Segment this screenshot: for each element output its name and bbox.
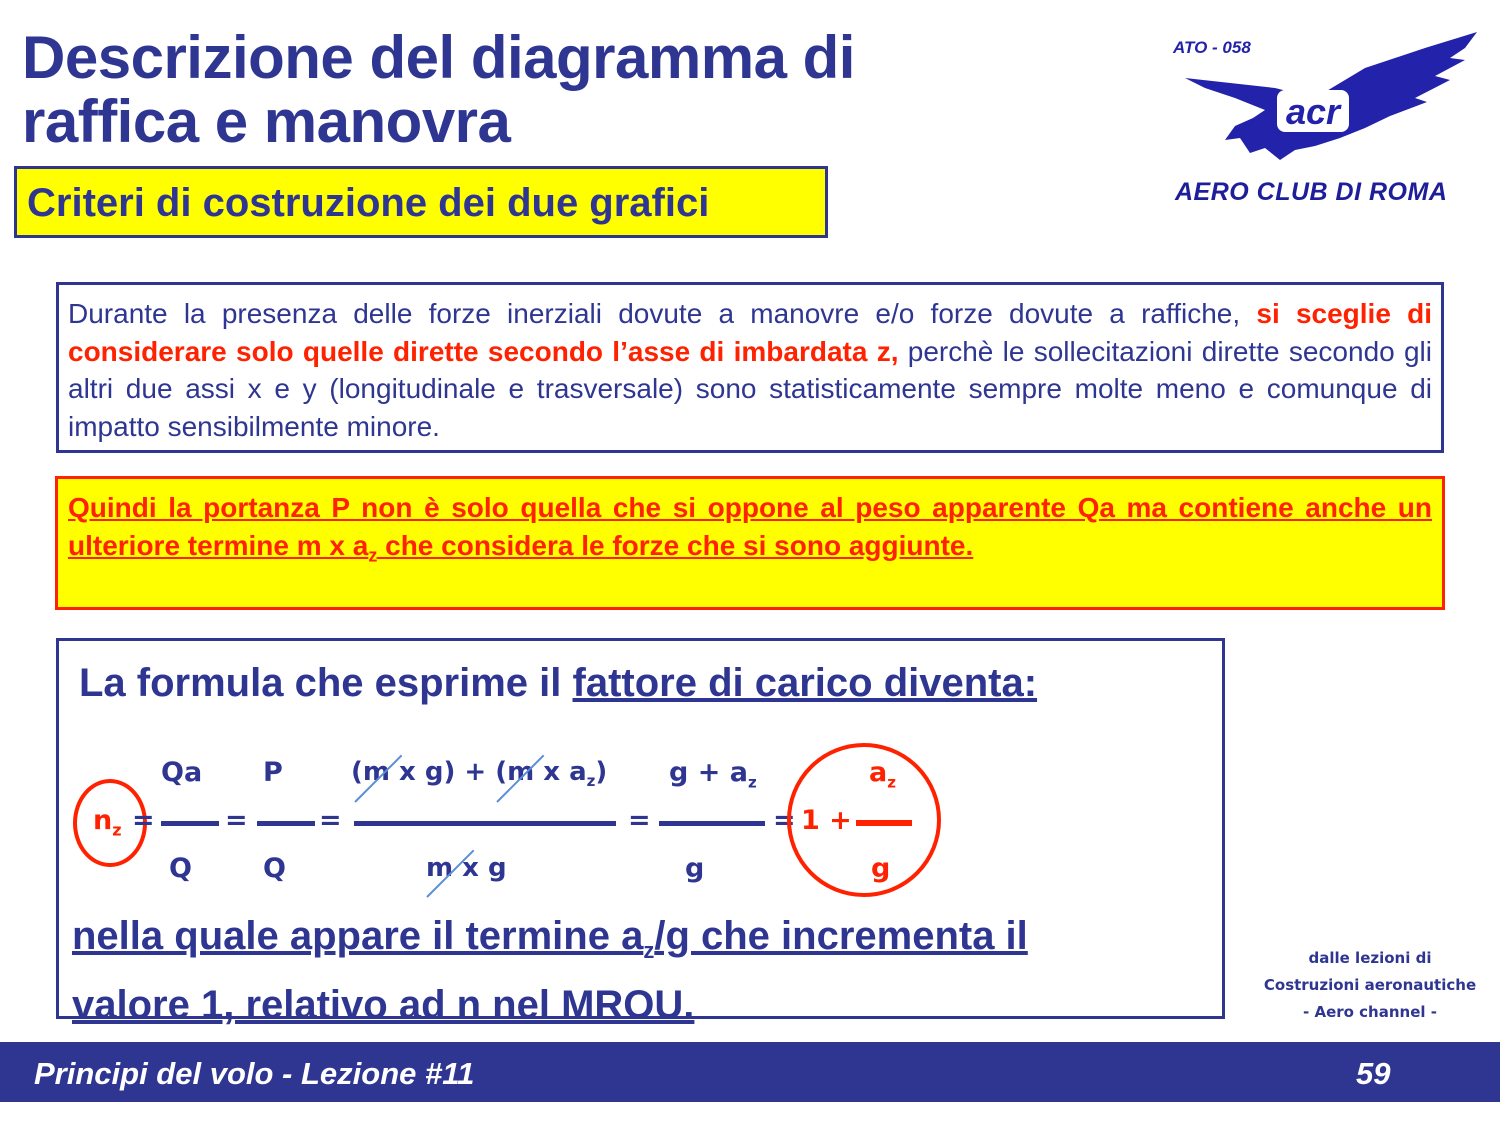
subtitle-box [14,166,828,238]
slide-title-line2: raffica e manovra [22,88,511,155]
result-one-plus: 1 + [801,805,852,836]
note-text: Quindi la portanza P non è solo quella che si oppone al peso apparente Qa ma contiene anche un ulteriore termine m x $a_z$ che considera le forze che si sono aggiunte. [68,492,1432,566]
frac2-bar [257,821,315,826]
frac4-bar [659,821,765,826]
credit-note: dalle lezioni di Costruzioni aeronautiche - Aero channel - [1263,949,1477,1021]
intro-text: Durante la presenza delle forze inerziali dovute a manovre e/o forze dovute a raffiche, si sceglie di considerare solo quelle dirette secondo l’asse di imbardata z, perchè le sollecitazioni dirette secondo gli altri due assi x e y (longitudinale e trasversale) sono statisticamente sempre molte meno e comunque di impatto sensibilmente minore. [68,298,1432,442]
logo-name: AERO CLUB DI ROMA [1175,178,1448,206]
formula-title: La formula che esprime il fattore di carico diventa: [79,661,1038,705]
frac2-den: Q [263,853,286,884]
footer-bar [0,1042,1500,1102]
intro-box [56,282,1444,453]
frac3-bar [354,821,616,826]
frac3-den: m x g [426,853,507,883]
formula-eq-2: = [225,805,248,836]
frac3-num: (m x g) + (m x $a_z$) [351,757,608,791]
footer-lesson: Principi del volo - Lezione #11 [34,1056,475,1091]
frac1-bar [161,821,219,826]
subtitle-text: Criteri di costruzione dei due grafici [27,181,710,225]
conclusion-line1: nella quale appare il termine $a_z/g$ che incrementa il [72,914,1028,963]
aero-club-logo [1165,28,1485,213]
frac2-num: P [263,757,283,788]
frac1-num: Qa [161,757,203,788]
formula-box [56,638,1225,1027]
result-den: g [871,853,891,884]
logo-code: ATO - 058 [1173,38,1251,57]
frac1-den: Q [169,853,192,884]
intro-highlight: si sceglie di considerare solo quelle dirette secondo l’asse di imbardata z, [68,298,1432,367]
slide-title [22,26,855,154]
page-number: 59 [1356,1056,1391,1091]
note-box [55,476,1445,610]
result-bar [856,820,912,826]
slide-title-line1: Descrizione del diagramma di [22,24,855,91]
frac4-num: $g + a_z$ [669,757,757,792]
formula-eq-3: = [319,805,342,836]
formula-title-underlined: fattore di carico diventa: [572,661,1038,705]
formula-eq-5: = [773,805,796,836]
formula-eq-4: = [628,805,651,836]
logo-monogram: acr [1285,91,1341,132]
conclusion-line2: valore 1, relativo ad n nel MROU. [72,983,695,1027]
formula-lhs: $n_z$ [93,805,122,840]
formula-eq-1: = [132,805,155,836]
formula-conclusion [72,909,1028,1032]
result-num: $a_z$ [869,757,896,792]
eagle-icon [1165,28,1485,178]
frac4-den: g [685,853,705,884]
